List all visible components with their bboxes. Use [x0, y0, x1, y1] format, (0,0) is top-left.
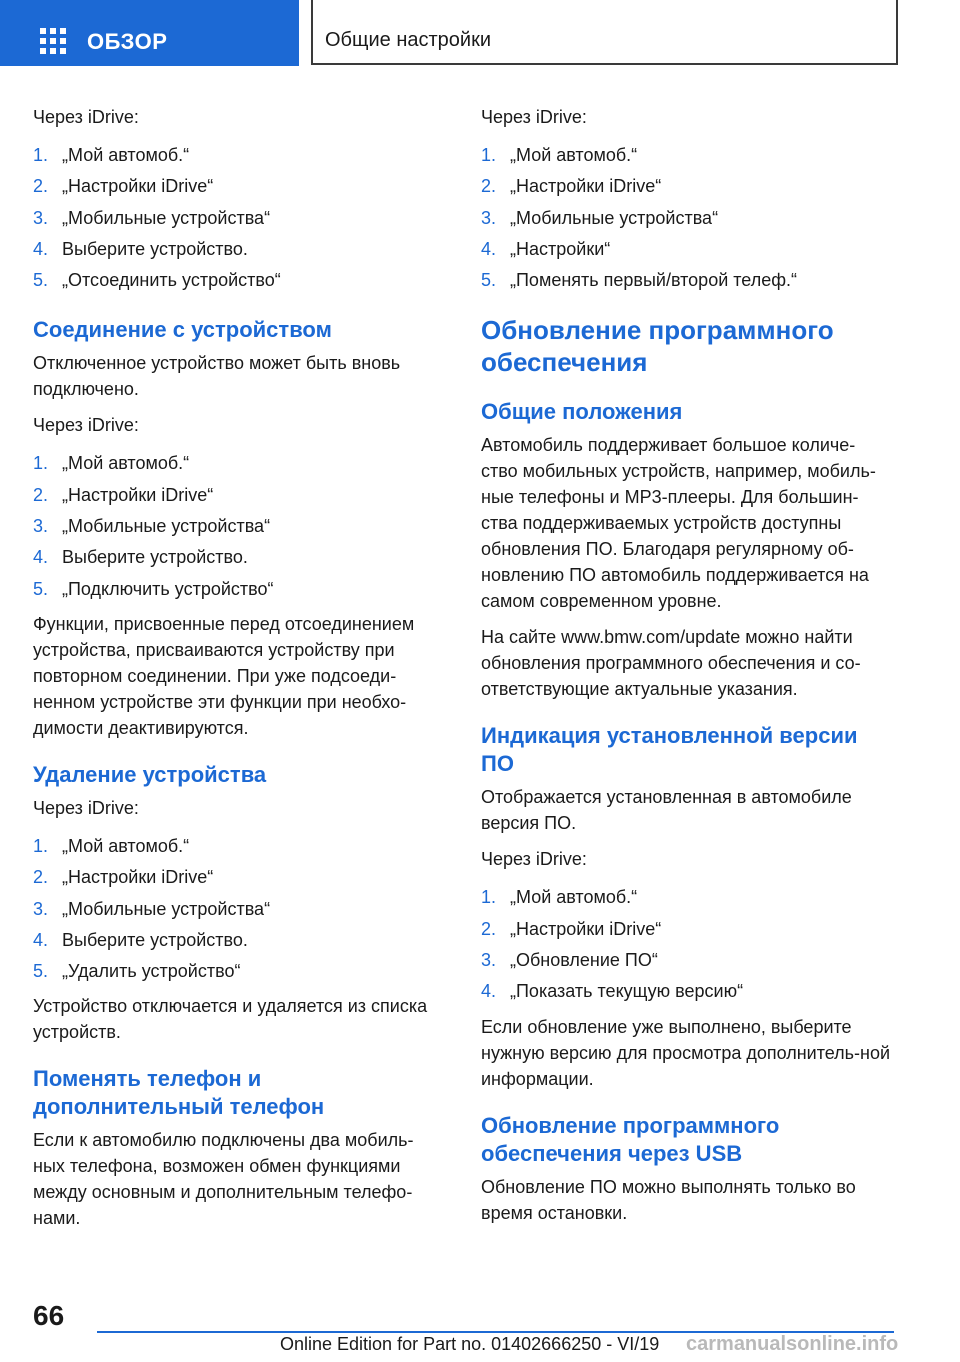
section-heading: Поменять телефон и дополнительный телефон [33, 1066, 325, 1120]
step-number: 2. [33, 867, 49, 888]
section-heading: Общие положения [481, 399, 683, 425]
list-item: 4. „Показать текущую версию“ [481, 976, 891, 1007]
paragraph: Отображается установленная в автомобиле версия ПО. [481, 787, 852, 834]
step-number: 5. [33, 578, 49, 599]
edition-note: Online Edition for Part no. 01402666250 - VI/19 [280, 1334, 660, 1354]
paragraph: Устройство отключается и удаляется из списка устройств. [33, 996, 428, 1043]
step-number: 2. [33, 484, 49, 505]
step-number: 1. [33, 835, 49, 856]
list-item: 4. Выберите устройство. [33, 542, 443, 573]
list-item: 2. „Настройки iDrive“ [481, 914, 891, 945]
step-number: 3. [481, 950, 497, 971]
steps-list [33, 448, 443, 604]
paragraph: Автомобиль поддерживает большое количе-ство мобильных устройств, например, мобиль-ные телефоны и MP3-плееры. Для большин-ства поддерживаемых устройств доступны обновления ПО. Благодаря регулярному об-новлению ПО автомобиль поддерживается на самом современном уровне. [481, 435, 876, 612]
step-number: 1. [33, 453, 49, 474]
overview-nav-button[interactable] [0, 0, 299, 66]
step-number: 1. [481, 887, 497, 908]
list-item: 2. „Настройки iDrive“ [481, 171, 891, 202]
list-item: 3. „Мобильные устройства“ [33, 511, 443, 542]
list-item: 1. „Мой автомоб.“ [481, 140, 891, 171]
paragraph: Если обновление уже выполнено, выберите нужную версию для просмотра дополнитель-ной информации. [481, 1016, 891, 1089]
paragraph: Если к автомобилю подключены два мобиль-ных телефона, возможен обмен функциями между основным и дополнительным телефо-нами. [33, 1130, 414, 1229]
list-item: 3. „Мобильные устройства“ [33, 203, 443, 234]
list-item: 2. „Настройки iDrive“ [33, 480, 443, 511]
intro-text: Через iDrive: [33, 415, 139, 436]
page-number: 66 [33, 1300, 65, 1331]
list-item: 4. Выберите устройство. [33, 925, 443, 956]
intro-text: Через iDrive: [33, 797, 139, 818]
step-number: 1. [33, 145, 49, 165]
section-heading: Индикация установленной версии ПО [481, 723, 858, 777]
paragraph: На сайте www.bmw.com/update можно найти обновления программного обеспечения и со-ответствующие актуальные указания. [481, 627, 861, 700]
list-item: 4. Выберите устройство. [33, 234, 443, 265]
steps-list [481, 140, 891, 296]
step-number: 4. [33, 238, 49, 259]
list-item: 1. „Мой автомоб.“ [33, 140, 443, 171]
section-heading: Обновление программного обеспечения через USB [481, 1112, 780, 1166]
left-column [33, 104, 443, 1241]
step-number: 5. [481, 270, 497, 291]
step-number: 5. [33, 270, 49, 291]
chapter-heading: Обновление программного обеспечения [481, 315, 834, 378]
paragraph: Обновление ПО можно выполнять только во время остановки. [481, 1176, 856, 1223]
intro-text: Через iDrive: [481, 107, 587, 127]
watermark: carmanualsonline.info [686, 1333, 899, 1355]
overview-nav-label: ОБЗОР [87, 29, 168, 54]
grid-menu-icon [40, 28, 66, 54]
step-number: 3. [481, 207, 497, 228]
list-item: 2. „Настройки iDrive“ [33, 171, 443, 202]
step-number: 3. [33, 516, 49, 537]
list-item: 2. „Настройки iDrive“ [33, 862, 443, 893]
step-number: 4. [481, 981, 497, 1002]
step-number: 1. [481, 145, 497, 165]
list-item: 3. „Мобильные устройства“ [481, 203, 891, 234]
list-item: 3. „Обновление ПО“ [481, 945, 891, 976]
steps-list [33, 140, 443, 296]
step-number: 2. [481, 176, 497, 197]
list-item: 5. „Удалить устройство“ [33, 956, 443, 987]
list-item: 1. „Мой автомоб.“ [33, 448, 443, 479]
list-item: 1. „Мой автомоб.“ [33, 831, 443, 862]
steps-list [33, 831, 443, 987]
paragraph: Функции, присвоенные перед отсоединением устройства, присваиваются устройству при повторном соединении. При уже подсоеди-ненном устройстве эти функции при необхо-димости деактивируются. [33, 613, 415, 738]
paragraph: Отключенное устройство может быть вновь подключено. [33, 353, 401, 400]
step-number: 2. [33, 176, 49, 197]
section-heading: Соединение с устройством [33, 317, 332, 343]
step-number: 2. [481, 918, 497, 939]
step-number: 4. [481, 238, 497, 259]
step-number: 3. [33, 207, 49, 228]
step-number: 4. [33, 547, 49, 568]
list-item: 5. „Поменять первый/второй телеф.“ [481, 265, 891, 296]
section-heading: Удаление устройства [33, 761, 267, 787]
step-number: 5. [33, 961, 49, 982]
list-item: 4. „Настройки“ [481, 234, 891, 265]
steps-list [481, 882, 891, 1007]
intro-text: Через iDrive: [33, 107, 139, 127]
list-item: 1. „Мой автомоб.“ [481, 882, 891, 913]
section-title: Общие настройки [325, 29, 491, 51]
intro-text: Через iDrive: [481, 849, 587, 870]
list-item: 5. „Отсоединить устройство“ [33, 265, 443, 296]
right-column [481, 104, 891, 1236]
step-number: 3. [33, 898, 49, 919]
list-item: 3. „Мобильные устройства“ [33, 894, 443, 925]
step-number: 4. [33, 929, 49, 950]
list-item: 5. „Подключить устройство“ [33, 574, 443, 605]
